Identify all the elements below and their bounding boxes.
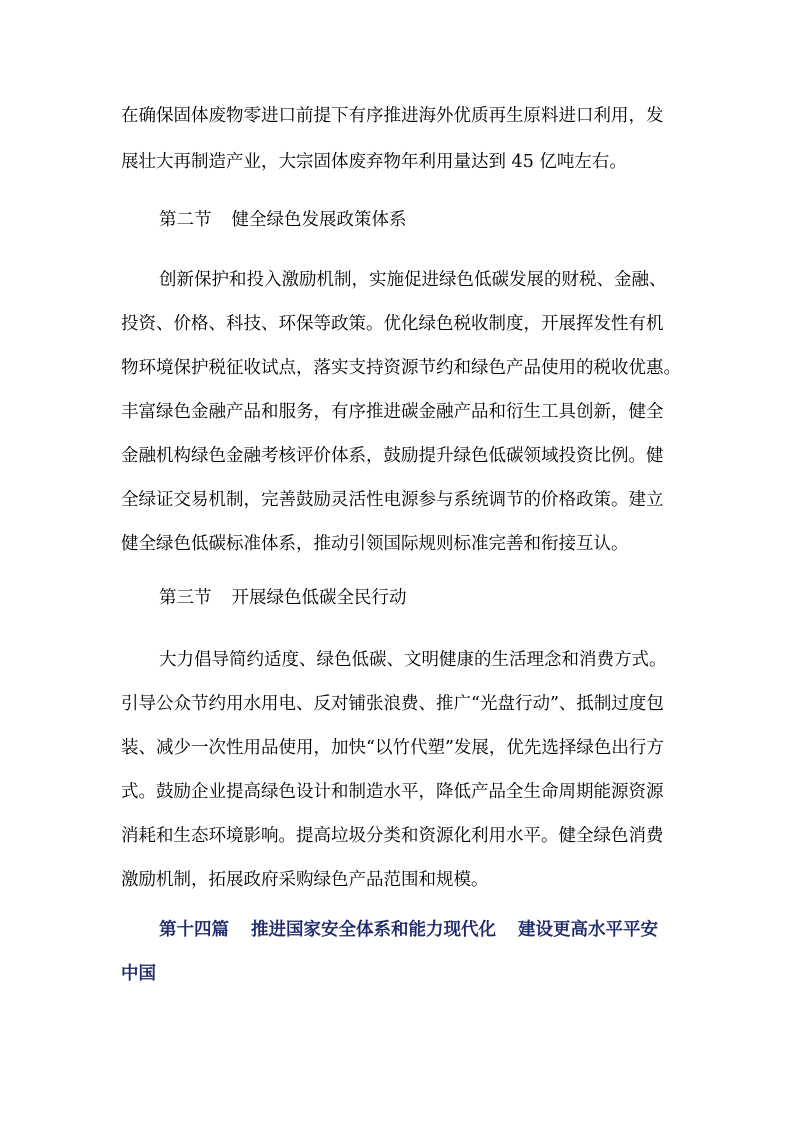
chapter-title-part2: 建设更高水平平安 [518, 920, 658, 940]
section-heading [159, 586, 407, 610]
paragraph-line: 金融机构绿色金融考核评价体系，鼓励提升绿色低碳领域投资比例。健 [121, 446, 664, 466]
paragraph-line: 展壮大再制造产业，大宗固体废弃物年利用量达到 45 亿吨左右。 [121, 152, 627, 172]
chapter-heading-continued: 中国 [121, 964, 156, 984]
section-title: 开展绿色低碳全民行动 [231, 588, 407, 608]
section-number: 第三节 [159, 588, 212, 608]
paragraph-line: 健全绿色低碳标准体系，推动引领国际规则标准完善和衔接互认。 [121, 534, 629, 554]
chapter-number: 第十四篇 [159, 920, 229, 940]
paragraph-line: 激励机制，拓展政府采购绿色产品范围和规模。 [121, 870, 489, 890]
paragraph-line: 创新保护和投入激励机制，实施促进绿色低碳发展的财税、金融、 [159, 270, 667, 290]
paragraph-line: 消耗和生态环境影响。提高垃圾分类和资源化利用水平。健全绿色消费 [121, 826, 664, 846]
paragraph-line: 物环境保护税征收试点，落实支持资源节约和绿色产品使用的税收优惠。 [121, 358, 681, 378]
paragraph-line: 引导公众节约用水用电、反对铺张浪费、推广“光盘行动”、抵制过度包 [121, 694, 664, 714]
section-number: 第二节 [159, 210, 212, 230]
paragraph-line: 在确保固体废物零进口前提下有序推进海外优质再生原料进口利用，发 [121, 106, 664, 126]
section-title: 健全绿色发展政策体系 [231, 210, 407, 230]
paragraph-line: 丰富绿色金融产品和服务，有序推进碳金融产品和衍生工具创新，健全 [121, 402, 664, 422]
chapter-title-part1: 推进国家安全体系和能力现代化 [251, 920, 496, 940]
paragraph-line: 全绿证交易机制，完善鼓励灵活性电源参与系统调节的价格政策。建立 [121, 490, 664, 510]
paragraph-line: 大力倡导简约适度、绿色低碳、文明健康的生活理念和消费方式。 [159, 650, 667, 670]
section-heading [159, 208, 407, 232]
chapter-heading [159, 918, 658, 942]
paragraph-line: 投资、价格、科技、环保等政策。优化绿色税收制度，开展挥发性有机 [121, 314, 664, 334]
paragraph-line: 装、减少一次性用品使用，加快“以竹代塑”发展，优先选择绿色出行方 [121, 738, 664, 758]
paragraph-line: 式。鼓励企业提高绿色设计和制造水平，降低产品全生命周期能源资源 [121, 782, 664, 802]
